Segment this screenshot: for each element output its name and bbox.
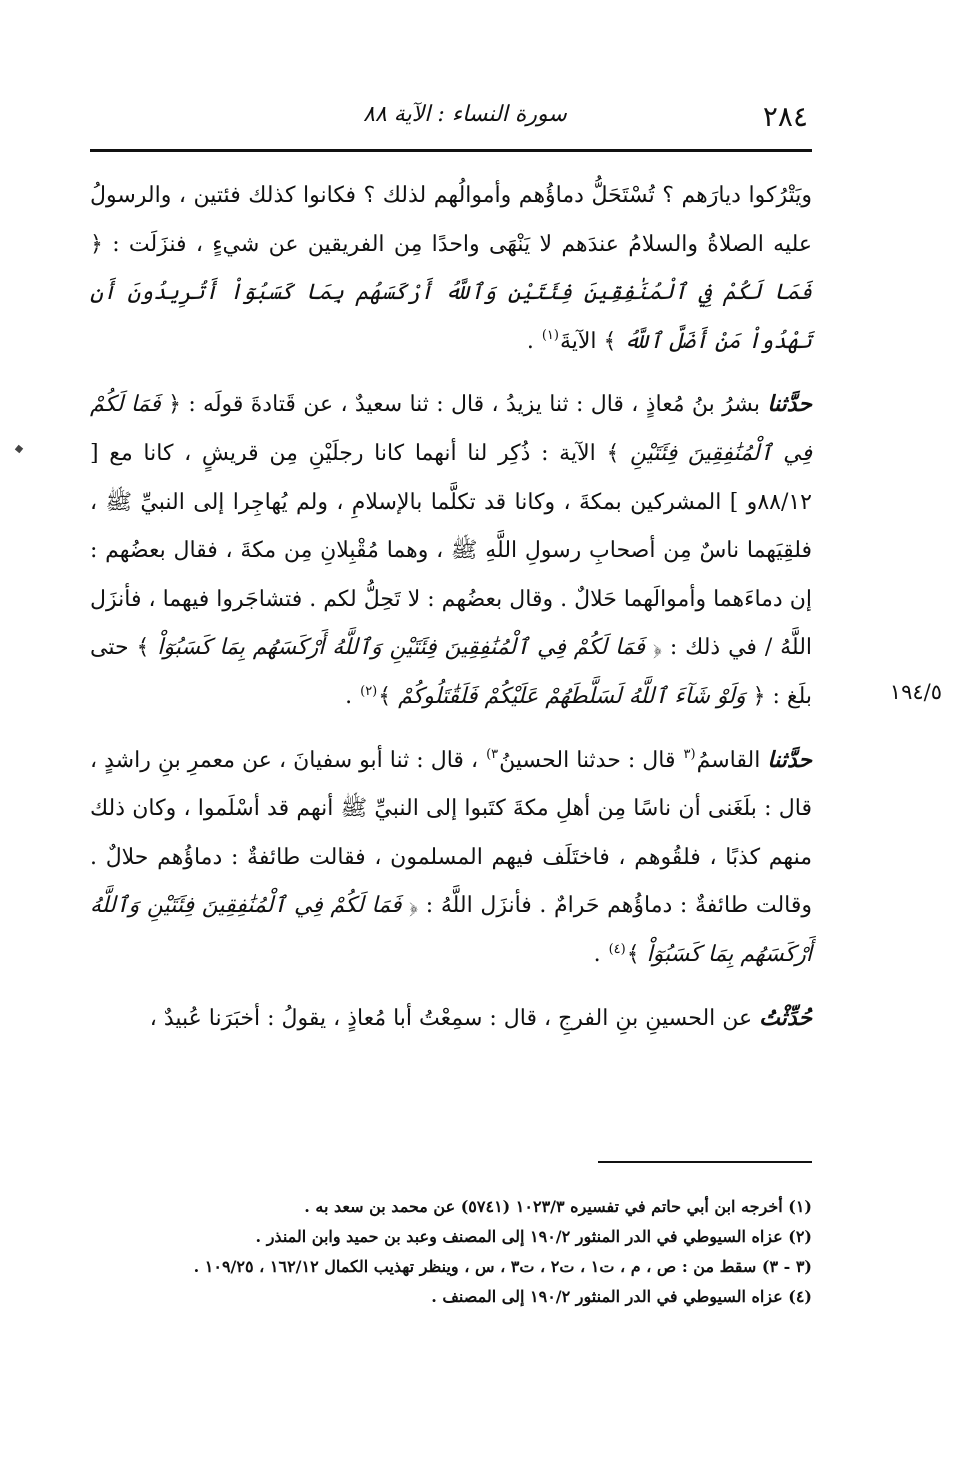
narration-lead: حُدِّثْتُ [759, 1004, 812, 1031]
paragraph-4 [90, 994, 812, 1044]
page-number: ٢٨٤ [762, 100, 808, 133]
running-title: سورة النساء : الآية ٨٨ [363, 102, 567, 127]
footnote-ref: (٤) [608, 941, 626, 957]
text-run: بشرُ بنُ مُعاذٍ ، قال : ثنا يزيدُ ، قال : ثنا سعيدٌ ، عن قَتادةَ قولَه : [188, 392, 761, 418]
text-run: حتى بلَغ : [90, 635, 812, 709]
footnote-ref: (٢) [360, 683, 378, 699]
text-run: ، قال : ثنا أبو سفيانَ ، عن معمرِ بنِ راشدٍ ، قال : بلَغَنى أن ناسًا مِن أهلِ مكةَ كتَبوا إلى النبيِّ ﷺ أنهم قد أسْلَموا ، وكان ذلك منهم كذبًا ، فلقُوهم ، فاختَلَف فيهم المسلمون ، فقالت طائفةٌ : دماؤُهم حلالٌ . وقالت طائفةٌ : دماؤُهم حَرامٌ . فأنزَل اللَّهُ : [90, 747, 812, 919]
scan-mark [15, 445, 23, 453]
footnote-ref: ٣) [486, 747, 499, 763]
footnote-1: (١) أخرجه ابن أبي حاتم في تفسيره ١٠٢٣/٣ (٥٧٤١) عن محمد بن سعد به . [304, 1197, 812, 1216]
text-run: . [526, 328, 534, 354]
text-run: القاسمُ [696, 747, 761, 773]
quran-close-bracket: ﴾ [378, 683, 392, 709]
quran-verse: فَمَا لَكُمْ فِي ٱلْمُنَٰفِقِينَ فِئَتَيْنِ وَٱللَّهُ أَرْكَسَهُم بِمَا كَسَبُوٓاْ [157, 635, 646, 661]
footnote-4: (٤) عزاه السيوطي في الدر المنثور ١٩٠/٢ إلى المصنف . [431, 1287, 812, 1306]
narration-lead: حدَّثنا [767, 391, 812, 418]
quran-close-bracket: ﴾ [626, 941, 640, 967]
text-run: . [593, 941, 601, 967]
quran-verse: فَمَا لَكُمْ فِي ٱلْمُنَٰفِقِينَ فِئَتَيْنِ وَٱللَّهُ أَرْكَسَهُم بِمَا كَسَبُوٓاْ أَتُرِيدُونَ أَن تَهْدُواْ مَنْ أَضَلَّ ٱللَّهُ [90, 280, 812, 354]
quran-open-bracket: ﴿ [752, 683, 766, 709]
paragraph-1 [90, 172, 812, 366]
header-rule [90, 149, 812, 152]
quran-close-bracket: ﴾ [136, 635, 150, 661]
quran-verse: فَمَا لَكُمْ فِي ٱلْمُنَٰفِقِينَ فِئَتَيْنِ [90, 392, 813, 466]
text-run: ويَتْرُكوا ديارَهم ؟ تُسْتَحَلُّ دماؤُهم وأموالُهم لذلك ؟ فكانوا كذلك فئتين ، والرسولُ عليه الصلاةُ والسلامُ عندَهم لا يَنْهَى واحدًا مِن الفريقين عن شيءٍ ، فنزَلَت : [90, 183, 813, 257]
text-run: الآيةَ [559, 328, 597, 354]
text-run: عن الحسينِ بنِ الفرجِ ، قال : سمِعْتُ أبا مُعاذٍ ، يقولُ : أخبَرَنا عُبيدٌ ، [149, 1005, 753, 1031]
text-run: . [345, 683, 353, 709]
narration-lead: حدَّثنا [767, 746, 812, 773]
margin-reference: ١٩٤/٥ [889, 680, 942, 704]
text-run: الآية : ذُكِر لنا أنهما كانا رجلَيْنِ مِن قريشٍ ، كانا مع [ ٨٨/١٢و ] المشركين بمكةَ ، وكانا قد تكلَّما بالإسلامِ ، ولم يُهاجِرا إلى النبيِّ ﷺ ، فلقِيَهما ناسٌ مِن أصحابِ رسولِ اللَّهِ ﷺ ، وهما مُقْبِلانِ مِن مكةَ ، فقال بعضُهم : إن دماءَهما وأموالَهما حَلالٌ . وقال بعضُهم : لا تَحِلُّ لكم . فتشاجَروا فيهما ، فأنزَل اللَّهُ / في ذلك : [90, 440, 813, 661]
footnote-2: (٢) عزاه السيوطي في الدر المنثور ١٩٠/٢ إلى المصنف وعبد بن حميد وابن المنذر . [255, 1227, 812, 1246]
footnotes [90, 1192, 812, 1312]
quran-open-bracket: ﴿ [652, 635, 662, 661]
quran-verse: فَمَا لَكُمْ فِي ٱلْمُنَٰفِقِينَ فِئَتَيْنِ وَٱللَّهُ أَرْكَسَهُم بِمَا كَسَبُوٓاْ [90, 893, 812, 967]
footnote-3: (٣ - ٣) سقط من : ص ، م ، ت١ ، ت٢ ، ت٣ ، س ، وينظر تهذيب الكمال ١٦٢/١٢ ، ١٠٩/٢٥ . [193, 1257, 812, 1276]
quran-open-bracket: ﴿ [168, 392, 181, 418]
paragraph-3 [90, 736, 812, 980]
footnote-ref: (١) [541, 328, 559, 344]
footnote-rule [598, 1161, 812, 1163]
main-text [90, 172, 812, 1043]
paragraph-2 [90, 380, 812, 721]
text-run: قال : حدثنا الحسينُ [499, 747, 676, 773]
footnote-ref: (٣ [683, 747, 696, 763]
quran-open-bracket: ﴿ [90, 231, 103, 257]
quran-close-bracket: ﴾ [603, 328, 617, 354]
quran-open-bracket: ﴿ [409, 893, 419, 919]
quran-close-bracket: ﴾ [606, 440, 620, 466]
quran-verse: وَلَوْ شَآءَ ٱللَّهُ لَسَلَّطَهُمْ عَلَيْكُمْ فَلَقَٰتَلُوكُمْ [398, 683, 746, 709]
